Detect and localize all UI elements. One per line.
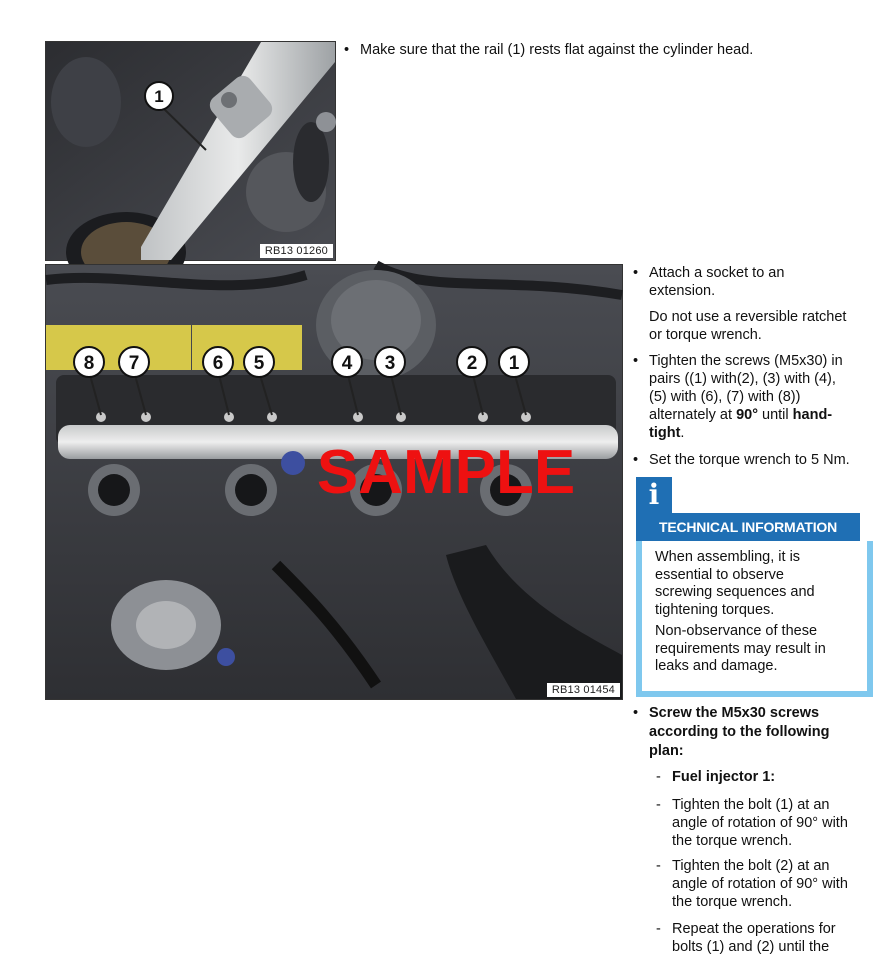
step-set-torque-text: Set the torque wrench to 5 Nm. bbox=[649, 452, 850, 468]
hand-tight-part2: tight bbox=[649, 425, 681, 441]
plan-item-1 bbox=[656, 796, 886, 852]
info-body bbox=[636, 541, 873, 697]
plan-item-3-line2: bolts (1) and (2) until the bbox=[672, 939, 830, 955]
plan-item-1-line2: angle of rotation of 90° with bbox=[672, 815, 848, 831]
photo2-callout-6: 6 bbox=[212, 353, 224, 374]
photo2-callout-2: 2 bbox=[466, 353, 478, 374]
angle-value: 90° bbox=[736, 407, 758, 423]
bullet-icon: • bbox=[633, 452, 639, 468]
step-screw-plan-line2: according to the following bbox=[649, 724, 830, 740]
photo2-callout-7: 7 bbox=[128, 353, 140, 374]
hand-tight-part1: hand- bbox=[792, 407, 833, 423]
step-screw-plan-line3: plan: bbox=[649, 743, 684, 759]
technical-information-box bbox=[636, 477, 860, 689]
step-attach-socket-note2: or torque wrench. bbox=[649, 327, 762, 343]
step-tighten-line3: (5) with (6), (7) with (8)) bbox=[649, 389, 801, 405]
plan-item-1-line3: the torque wrench. bbox=[672, 833, 793, 849]
step-attach-socket-line1: Attach a socket to an bbox=[649, 265, 785, 281]
plan-item-2 bbox=[656, 857, 886, 913]
step-attach-socket-line2: extension. bbox=[649, 283, 716, 299]
plan-item-3-line1: Repeat the operations for bbox=[672, 921, 836, 937]
plan-item-2-line2: angle of rotation of 90° with bbox=[672, 876, 848, 892]
photo1-callout-1: 1 bbox=[154, 87, 164, 106]
plan-item-2-line3: the torque wrench. bbox=[672, 894, 793, 910]
photo1-illustration bbox=[46, 42, 335, 260]
bullet-icon: • bbox=[633, 353, 639, 369]
photo2-callout-4: 4 bbox=[341, 353, 353, 374]
dash-icon: - bbox=[656, 769, 661, 785]
line4-text-a: alternately at bbox=[649, 407, 737, 423]
photo-fuel-rail-closeup bbox=[45, 41, 336, 261]
step-attach-socket-note1: Do not use a reversible ratchet bbox=[649, 309, 847, 325]
photo2-callout-8: 8 bbox=[83, 353, 95, 374]
photo2-callout-5: 5 bbox=[253, 353, 265, 374]
step-screw-plan-line1: Screw the M5x30 screws bbox=[649, 705, 820, 721]
info-paragraph-2: Non-observance of these requirements may result in leaks and damage. bbox=[655, 623, 826, 674]
bullet-icon: • bbox=[633, 705, 639, 721]
info-paragraph-1: When assembling, it is essential to observe screwing sequences and tightening torques. bbox=[655, 549, 815, 618]
step-tighten-line4 bbox=[649, 406, 832, 424]
step-tighten-line2: pairs ((1) with(2), (3) with (4), bbox=[649, 371, 836, 387]
photo2-illustration bbox=[46, 265, 622, 699]
step-rail-flat-text: Make sure that the rail (1) rests flat against the cylinder head. bbox=[360, 42, 754, 58]
sample-watermark: SAMPLE bbox=[316, 438, 576, 507]
plan-item-3 bbox=[656, 920, 886, 955]
plan-item-2-line1: Tighten the bolt (2) at an bbox=[672, 858, 830, 874]
step-tighten-line1: Tighten the screws (M5x30) in bbox=[649, 353, 843, 369]
step-tighten-screws bbox=[633, 352, 883, 444]
photo1-code: RB13 01260 bbox=[260, 244, 333, 258]
plan-heading-item bbox=[656, 768, 886, 786]
step-screw-plan bbox=[633, 704, 883, 760]
plan-heading: Fuel injector 1: bbox=[672, 769, 776, 785]
bullet-icon: • bbox=[344, 42, 350, 58]
dash-icon: - bbox=[656, 797, 661, 813]
photo-engine-top-screws bbox=[45, 264, 623, 700]
line4-text-c: until bbox=[758, 407, 793, 423]
step-attach-socket bbox=[633, 264, 883, 344]
step-tighten-line5 bbox=[649, 424, 684, 442]
plan-item-1-line1: Tighten the bolt (1) at an bbox=[672, 797, 830, 813]
info-icon: i bbox=[636, 477, 672, 513]
dash-icon: - bbox=[656, 921, 661, 937]
bullet-icon: • bbox=[633, 265, 639, 281]
info-heading: TECHNICAL INFORMATION bbox=[636, 513, 860, 541]
photo2-callout-1: 1 bbox=[508, 353, 520, 374]
line5-period: . bbox=[680, 425, 685, 441]
photo2-code: RB13 01454 bbox=[547, 683, 620, 697]
photo2-callout-3: 3 bbox=[384, 353, 396, 374]
dash-icon: - bbox=[656, 858, 661, 874]
